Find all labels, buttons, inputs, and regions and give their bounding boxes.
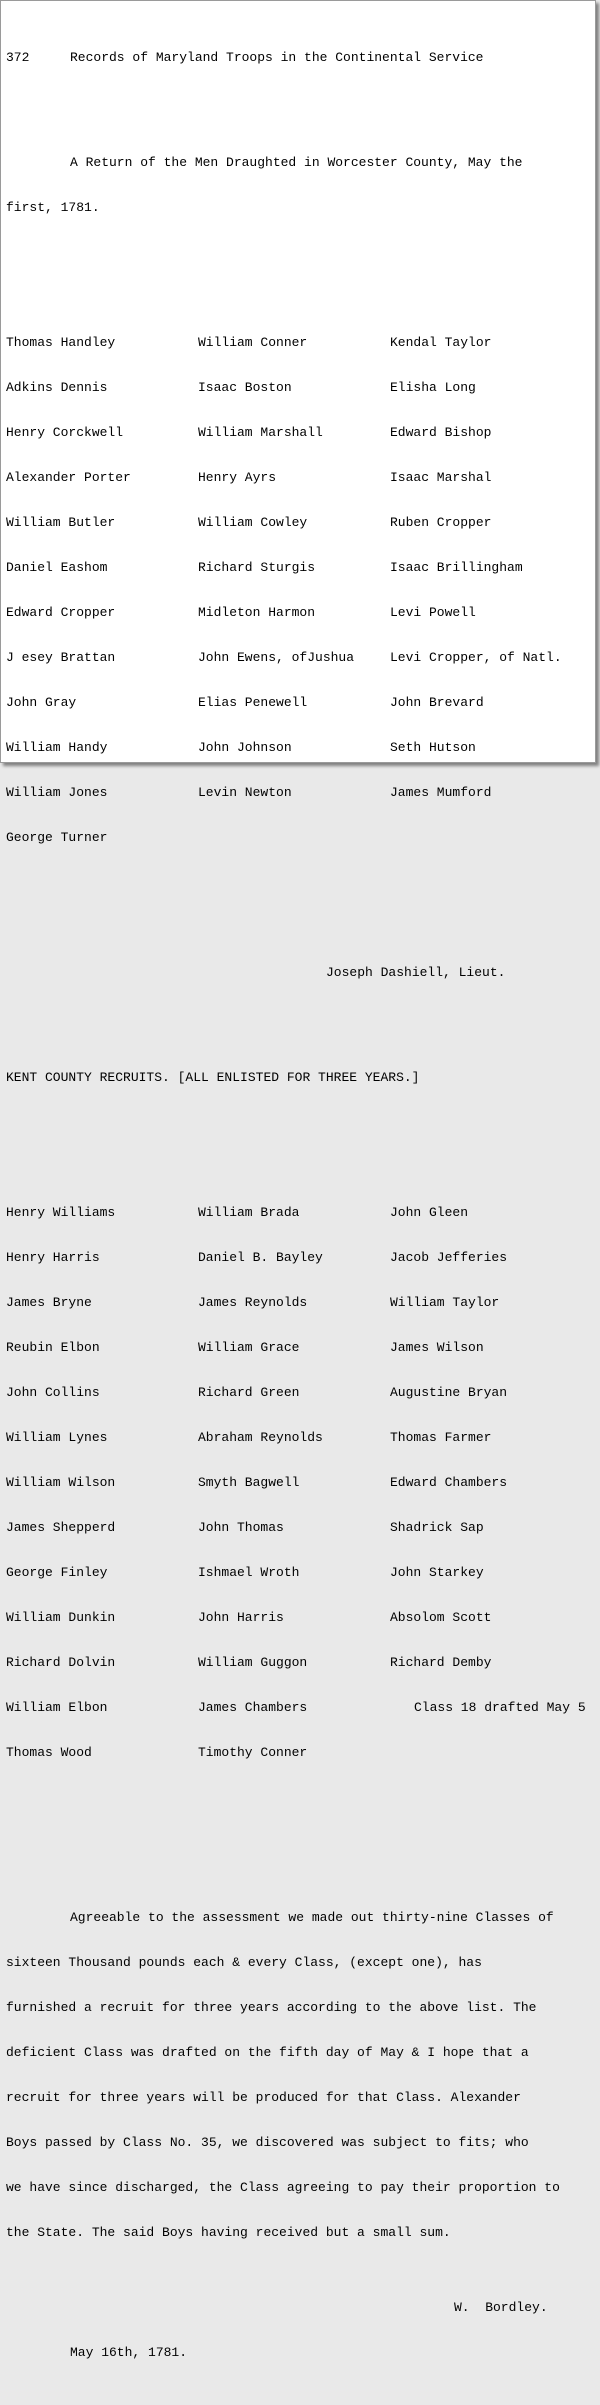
roster-name: Richard Sturgis — [198, 560, 316, 575]
roster-name: Jacob Jefferies — [390, 1250, 508, 1265]
worcester-intro-line-1: A Return of the Men Draughted in Worcester County, May the — [70, 155, 523, 170]
roster-name: Smyth Bagwell — [198, 1475, 300, 1490]
roster-name: Alexander Porter — [6, 470, 131, 485]
paragraph-line: Agreeable to the assessment we made out thirty-nine Classes of — [70, 1910, 554, 1925]
roster-row — [6, 1745, 595, 1760]
roster-name: William Marshall — [198, 425, 323, 440]
roster-row — [6, 1655, 595, 1670]
closing-paragraph — [6, 1880, 595, 2270]
roster-name: Adkins Dennis — [6, 380, 108, 395]
roster-row — [6, 1385, 595, 1400]
roster-name: Richard Green — [198, 1385, 300, 1400]
roster-name: Edward Chambers — [390, 1475, 508, 1490]
roster-name: Ruben Cropper — [390, 515, 492, 530]
paragraph-line: recruit for three years will be produced for that Class. Alexander — [6, 2090, 521, 2105]
running-title: Records of Maryland Troops in the Continental Service — [70, 50, 484, 65]
roster-name: Thomas Handley — [6, 335, 116, 350]
roster-name: Henry Ayrs — [198, 470, 277, 485]
roster-name: John Starkey — [390, 1565, 484, 1580]
roster-row — [6, 695, 595, 710]
roster-row — [6, 1205, 595, 1220]
roster-name: Abraham Reynolds — [198, 1430, 323, 1445]
document-text — [6, 5, 595, 2405]
bordley-signature: W. Bordley. — [454, 2300, 548, 2315]
roster-name: Thomas Farmer — [390, 1430, 492, 1445]
roster-name: Edward Cropper — [6, 605, 116, 620]
roster-name: John Brevard — [390, 695, 484, 710]
paragraph-line: deficient Class was drafted on the fifth day of May & I hope that a — [6, 2045, 529, 2060]
roster-name: Shadrick Sap — [390, 1520, 484, 1535]
roster-row — [6, 1700, 595, 1715]
roster-name: William Lynes — [6, 1430, 108, 1445]
roster-row — [6, 425, 595, 440]
roster-name: Elias Penewell — [198, 695, 308, 710]
roster-name: Henry Corckwell — [6, 425, 124, 440]
roster-name: James Bryne — [6, 1295, 92, 1310]
roster-name: Isaac Brillingham — [390, 560, 523, 575]
roster-row — [6, 605, 595, 620]
roster-name: William Conner — [198, 335, 308, 350]
roster-name: John Harris — [198, 1610, 284, 1625]
roster-name: Levin Newton — [198, 785, 292, 800]
worcester-signature: Joseph Dashiell, Lieut. — [326, 965, 506, 980]
roster-name: Daniel Eashom — [6, 560, 108, 575]
roster-name: Elisha Long — [390, 380, 476, 395]
roster-name: James Mumford — [390, 785, 492, 800]
roster-row — [6, 380, 595, 395]
kent-roster — [6, 1175, 595, 1790]
roster-row — [6, 335, 595, 350]
roster-name: William Jones — [6, 785, 108, 800]
roster-name: John Ewens, ofJushua — [198, 650, 355, 665]
worcester-roster — [6, 305, 595, 875]
roster-name: William Handy — [6, 740, 108, 755]
paragraph-line: Boys passed by Class No. 35, we discovered was subject to fits; who — [6, 2135, 529, 2150]
worcester-intro-line-2: first, 1781. — [6, 200, 100, 215]
roster-name: John Johnson — [198, 740, 292, 755]
roster-name: Thomas Wood — [6, 1745, 92, 1760]
roster-name: William Butler — [6, 515, 116, 530]
roster-name: Richard Dolvin — [6, 1655, 116, 1670]
roster-row — [6, 1520, 595, 1535]
roster-row — [6, 1340, 595, 1355]
roster-name — [198, 830, 390, 845]
roster-name: Seth Hutson — [390, 740, 476, 755]
roster-row — [6, 785, 595, 800]
roster-name: William Elbon — [6, 1700, 108, 1715]
paragraph-line: we have since discharged, the Class agreeing to pay their proportion to — [6, 2180, 560, 2195]
roster-name: William Guggon — [198, 1655, 308, 1670]
roster-row — [6, 830, 595, 845]
roster-name: Henry Williams — [6, 1205, 116, 1220]
paragraph-line: furnished a recruit for three years according to the above list. The — [6, 2000, 537, 2015]
roster-row — [6, 560, 595, 575]
roster-row — [6, 1610, 595, 1625]
class-note: Class 18 drafted May 5 — [414, 1700, 586, 1715]
page-header — [6, 50, 595, 65]
paragraph-line: the State. The said Boys having received but a small sum. — [6, 2225, 451, 2240]
roster-name: Augustine Bryan — [390, 1385, 508, 1400]
roster-row — [6, 515, 595, 530]
roster-name: William Grace — [198, 1340, 300, 1355]
page-number: 372 — [6, 50, 30, 65]
roster-name: J esey Brattan — [6, 650, 116, 665]
roster-row — [6, 470, 595, 485]
kent-heading: KENT COUNTY RECRUITS. [ALL ENLISTED FOR THREE YEARS.] — [6, 1070, 420, 1085]
roster-name: Midleton Harmon — [198, 605, 316, 620]
roster-name: Ishmael Wroth — [198, 1565, 300, 1580]
roster-row — [6, 740, 595, 755]
roster-name: William Brada — [198, 1205, 300, 1220]
paragraph-line: sixteen Thousand pounds each & every Class, (except one), has — [6, 1955, 482, 1970]
roster-name: James Wilson — [390, 1340, 484, 1355]
roster-name: Absolom Scott — [390, 1610, 492, 1625]
roster-name: John Thomas — [198, 1520, 284, 1535]
roster-name: John Gray — [6, 695, 77, 710]
roster-name: James Chambers — [198, 1700, 308, 1715]
roster-name: Kendal Taylor — [390, 335, 492, 350]
roster-name: Richard Demby — [390, 1655, 492, 1670]
roster-name: Timothy Conner — [198, 1745, 308, 1760]
roster-row — [6, 1565, 595, 1580]
roster-name: Levi Cropper, of Natl. — [390, 650, 562, 665]
roster-name: Henry Harris — [6, 1250, 100, 1265]
roster-row — [6, 1250, 595, 1265]
roster-name: John Collins — [6, 1385, 100, 1400]
roster-row — [6, 1475, 595, 1490]
roster-row — [6, 1295, 595, 1310]
roster-name: William Cowley — [198, 515, 308, 530]
roster-name: Edward Bishop — [390, 425, 492, 440]
roster-name: James Shepperd — [6, 1520, 116, 1535]
roster-name: Isaac Boston — [198, 380, 292, 395]
roster-name: George Finley — [6, 1565, 108, 1580]
closing-date: May 16th, 1781. — [70, 2345, 188, 2360]
roster-name: William Wilson — [6, 1475, 116, 1490]
roster-name: Isaac Marshal — [390, 470, 492, 485]
roster-name: Daniel B. Bayley — [198, 1250, 323, 1265]
roster-name: John Gleen — [390, 1205, 469, 1220]
roster-name: George Turner — [6, 830, 108, 845]
roster-name: William Dunkin — [6, 1610, 116, 1625]
roster-name: William Taylor — [390, 1295, 500, 1310]
roster-row — [6, 1430, 595, 1445]
roster-name: Levi Powell — [390, 605, 476, 620]
roster-name: Reubin Elbon — [6, 1340, 100, 1355]
roster-row — [6, 650, 595, 665]
roster-name: James Reynolds — [198, 1295, 308, 1310]
